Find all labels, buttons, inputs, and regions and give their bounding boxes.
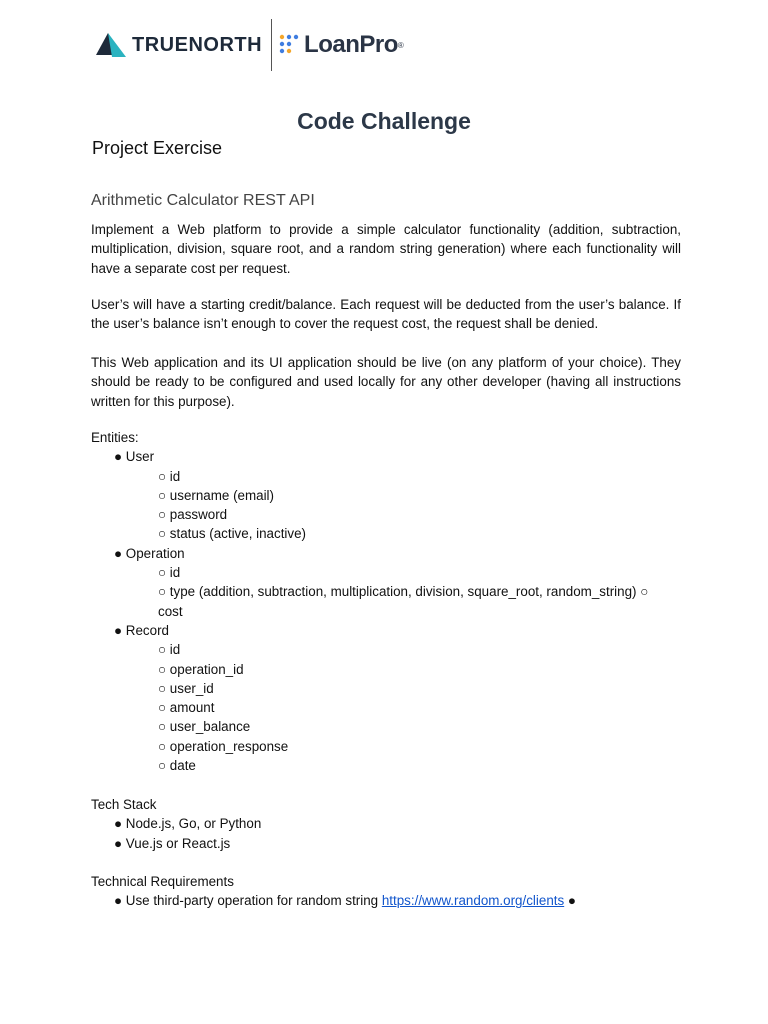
loanpro-name: LoanPro [304, 31, 398, 58]
list-item: ○ username (email) [158, 487, 274, 503]
logo-divider [271, 19, 272, 71]
loanpro-dots-icon [279, 34, 301, 56]
list-item: ○ operation_id [158, 661, 244, 677]
truenorth-name: TRUENORTH [132, 33, 263, 56]
list-item: ● Node.js, Go, or Python [114, 816, 262, 832]
list-item: ○ id [158, 642, 181, 658]
list-item: ○ date [158, 758, 196, 774]
list-item: ○ amount [158, 700, 215, 716]
loanpro-logo [279, 31, 404, 59]
tech-stack-section [91, 795, 261, 853]
list-item: ○ user_id [158, 680, 214, 696]
page-title: Code Challenge [297, 108, 471, 134]
list-item: ○ operation_response [158, 738, 289, 754]
list-item: ● Vue.js or React.js [114, 835, 231, 851]
tech-stack-heading: Tech Stack [91, 797, 157, 812]
entities-heading: Entities: [91, 430, 139, 445]
header [96, 18, 404, 72]
technical-requirements-section [91, 872, 576, 911]
list-item: ○ id [158, 565, 181, 581]
paragraph-balance: User’s will have a starting credit/balance. Each request will be deducted from the user’s balance. If the user’s balance isn’t enough to cover the request cost, the request shall be denied. [91, 297, 681, 332]
requirement-text: ● Use third-party operation for random string [114, 893, 382, 909]
section-title: Arithmetic Calculator REST API [91, 192, 315, 209]
list-item: ○ password [158, 507, 228, 523]
list-item: cost [158, 603, 183, 619]
list-item: ○ id [158, 468, 181, 484]
entity-user: ● User [114, 449, 155, 465]
entities-section [91, 428, 648, 775]
entity-record: ● Record [114, 622, 169, 638]
requirement-trailing-bullet: ● [564, 893, 576, 909]
paragraph-deployment: This Web application and its UI application should be live (on any platform of your choice). They should be ready to be configured and used locally for any other developer (having all instructions written for this purpose). [91, 355, 681, 409]
page-subtitle: Project Exercise [92, 138, 223, 158]
list-item: ○ type (addition, subtraction, multiplication, division, square_root, random_string) ○ [158, 584, 649, 600]
truenorth-mark-icon [96, 31, 126, 59]
random-org-link[interactable]: https://www.random.org/clients [381, 893, 565, 909]
list-item [91, 891, 576, 910]
entity-operation: ● Operation [114, 545, 185, 561]
truenorth-logo [96, 31, 262, 59]
list-item: ○ user_balance [158, 719, 251, 735]
loanpro-trademark: ® [397, 40, 404, 50]
list-item: ○ status (active, inactive) [158, 526, 306, 542]
requirements-heading: Technical Requirements [91, 874, 234, 889]
paragraph-intro: Implement a Web platform to provide a simple calculator functionality (addition, subtraction, multiplication, division, square root, and a random string generation) where each functionality will have a separate cost per request. [91, 222, 681, 276]
